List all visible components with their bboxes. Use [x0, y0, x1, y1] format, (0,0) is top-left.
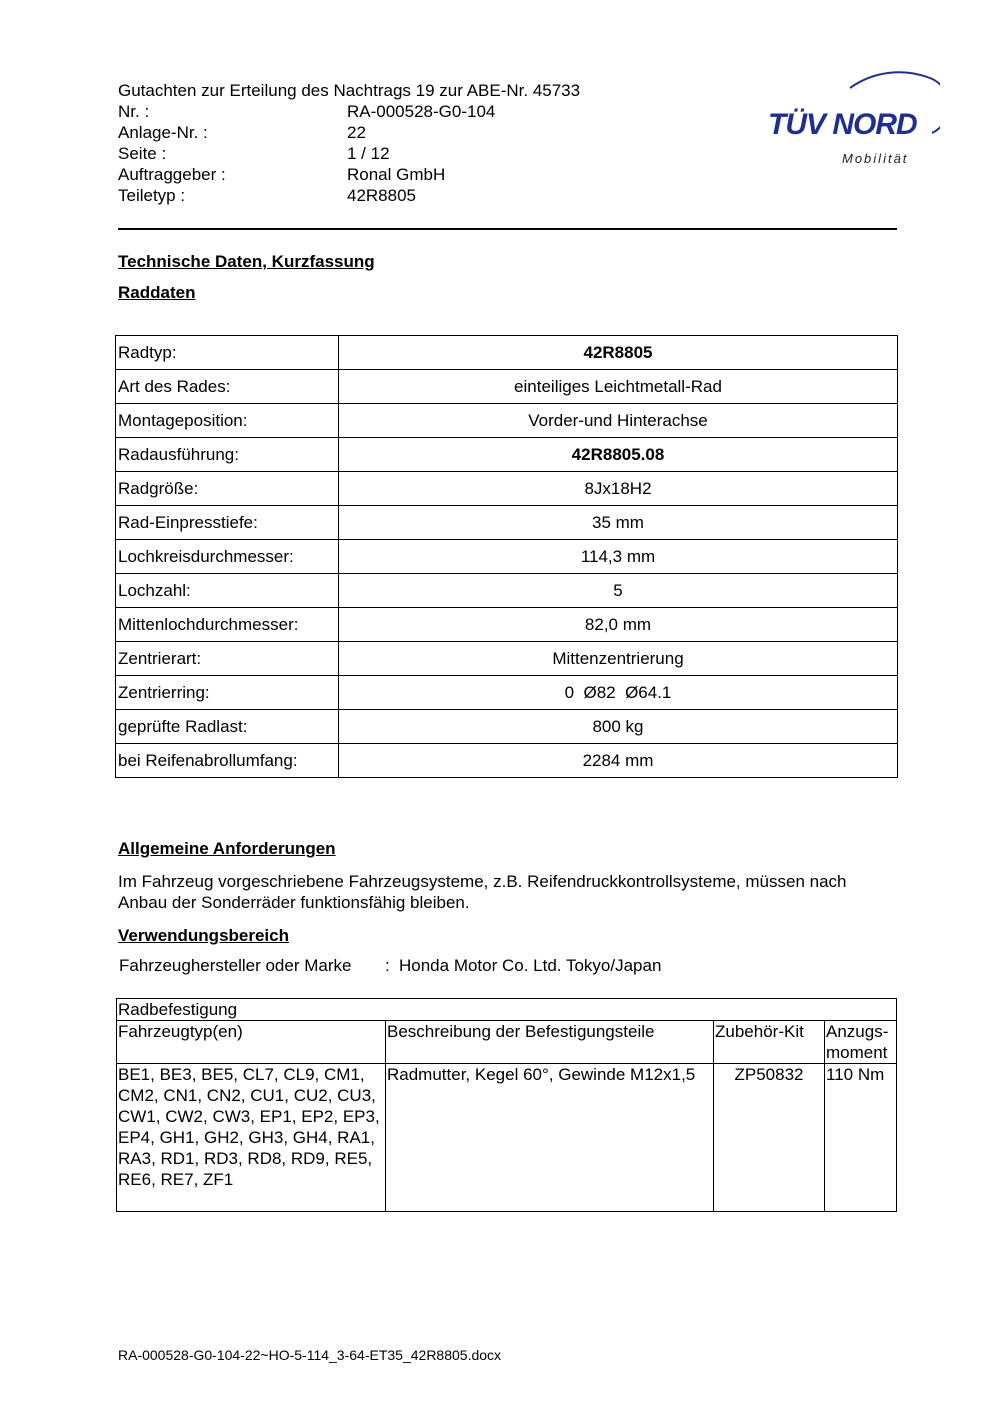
header-value: Ronal GmbH [347, 165, 446, 184]
usage-value: Honda Motor Co. Ltd. Tokyo/Japan [399, 956, 662, 975]
row-value: 42R8805 [339, 336, 898, 370]
header-value: 1 / 12 [347, 144, 390, 163]
table-row [116, 676, 898, 710]
row-label: bei Reifenabrollumfang: [116, 744, 339, 778]
report-title: Gutachten zur Erteilung des Nachtrags 19 zur ABE-Nr. 45733 [118, 81, 581, 100]
section-verwendung-heading: Verwendungsbereich [118, 926, 289, 945]
table-row [117, 1064, 897, 1212]
logo-wordmark: TÜV NORD [768, 108, 917, 141]
column-header: Beschreibung der Befestigungsteile [386, 1021, 714, 1064]
table-row [116, 540, 898, 574]
table-row [116, 336, 898, 370]
column-header: Anzugs- moment [825, 1021, 897, 1064]
table-row [116, 370, 898, 404]
usage-label: Fahrzeughersteller oder Marke [119, 956, 352, 975]
row-label: Rad-Einpresstiefe: [116, 506, 339, 540]
row-value: 35 mm [339, 506, 898, 540]
column-header: Fahrzeugtyp(en) [117, 1021, 386, 1064]
table-row [116, 744, 898, 778]
row-label: Mittenlochdurchmesser: [116, 608, 339, 642]
row-value: einteiliges Leichtmetall-Rad [339, 370, 898, 404]
table-row [116, 608, 898, 642]
row-label: Lochkreisdurchmesser: [116, 540, 339, 574]
tuv-nord-logo [760, 58, 940, 173]
row-value: 8Jx18H2 [339, 472, 898, 506]
header-label: Anlage-Nr. : [118, 123, 208, 142]
cell-vehicle-types: BE1, BE3, BE5, CL7, CL9, CM1, CM2, CN1, CN2, CU1, CU2, CU3, CW1, CW2, CW3, EP1, EP2, EP3, EP4, GH1, GH2, GH3, GH4, RA1, RA3, RD1, RD3, RD8, RD9, RE5, RE6, RE7, ZF1 [117, 1064, 386, 1212]
row-label: Montageposition: [116, 404, 339, 438]
table-row [116, 642, 898, 676]
header-label: Teiletyp : [118, 186, 186, 205]
row-value: 114,3 mm [339, 540, 898, 574]
wheel-fixing-table [116, 998, 897, 1212]
header-row-auftraggeber [118, 164, 678, 185]
cell-accessory-kit: ZP50832 [714, 1064, 825, 1212]
logo-subtitle: Mobilität [842, 151, 909, 166]
header-row-teiletyp [118, 185, 678, 206]
header-label: Auftraggeber : [118, 165, 226, 184]
usage-separator: : [385, 956, 390, 975]
header-value: RA-000528-G0-104 [347, 102, 496, 121]
row-label: Radgröße: [116, 472, 339, 506]
row-label: Art des Rades: [116, 370, 339, 404]
header-row-nr [118, 101, 678, 122]
row-label: geprüfte Radlast: [116, 710, 339, 744]
header-label: Seite : [118, 144, 167, 163]
cell-fixing-description: Radmutter, Kegel 60°, Gewinde M12x1,5 [386, 1064, 714, 1212]
section-raddaten-heading: Raddaten [118, 283, 196, 302]
row-label: Radtyp: [116, 336, 339, 370]
row-label: Lochzahl: [116, 574, 339, 608]
wheel-data-table [115, 335, 898, 778]
table-caption: Radbefestigung [117, 999, 897, 1021]
table-row [116, 574, 898, 608]
row-value: 42R8805.08 [339, 438, 898, 472]
cell-torque: 110 Nm [825, 1064, 897, 1212]
row-label: Radausführung: [116, 438, 339, 472]
table-row [116, 472, 898, 506]
row-value: 5 [339, 574, 898, 608]
header-value: 22 [347, 123, 366, 142]
usage-line [119, 956, 661, 976]
row-value: 0 Ø82 Ø64.1 [339, 676, 898, 710]
header-row-seite [118, 143, 678, 164]
table-row [116, 506, 898, 540]
table-row [116, 438, 898, 472]
row-value: Mittenzentrierung [339, 642, 898, 676]
footer-filename: RA-000528-G0-104-22~HO-5-114_3-64-ET35_42R8805.docx [118, 1347, 502, 1363]
document-header [118, 80, 678, 206]
table-caption-row [117, 999, 897, 1021]
header-row-anlage [118, 122, 678, 143]
section-tech-heading: Technische Daten, Kurzfassung [118, 252, 375, 271]
table-row [116, 404, 898, 438]
row-label: Zentrierart: [116, 642, 339, 676]
row-value: 2284 mm [339, 744, 898, 778]
header-divider [118, 228, 897, 230]
row-value: 82,0 mm [339, 608, 898, 642]
section-allgemein-heading: Allgemeine Anforderungen [118, 839, 336, 858]
table-row [116, 710, 898, 744]
row-value: Vorder-und Hinterachse [339, 404, 898, 438]
row-value: 800 kg [339, 710, 898, 744]
column-header: Zubehör-Kit [714, 1021, 825, 1064]
header-value: 42R8805 [347, 186, 417, 205]
allgemein-paragraph: Im Fahrzeug vorgeschriebene Fahrzeugsysteme, z.B. Reifendruckkontrollsysteme, müssen nach Anbau der Sonderräder funktionsfähig bleiben. [118, 872, 847, 912]
table-header-row [117, 1021, 897, 1064]
header-label: Nr. : [118, 102, 150, 121]
row-label: Zentrierring: [116, 676, 339, 710]
